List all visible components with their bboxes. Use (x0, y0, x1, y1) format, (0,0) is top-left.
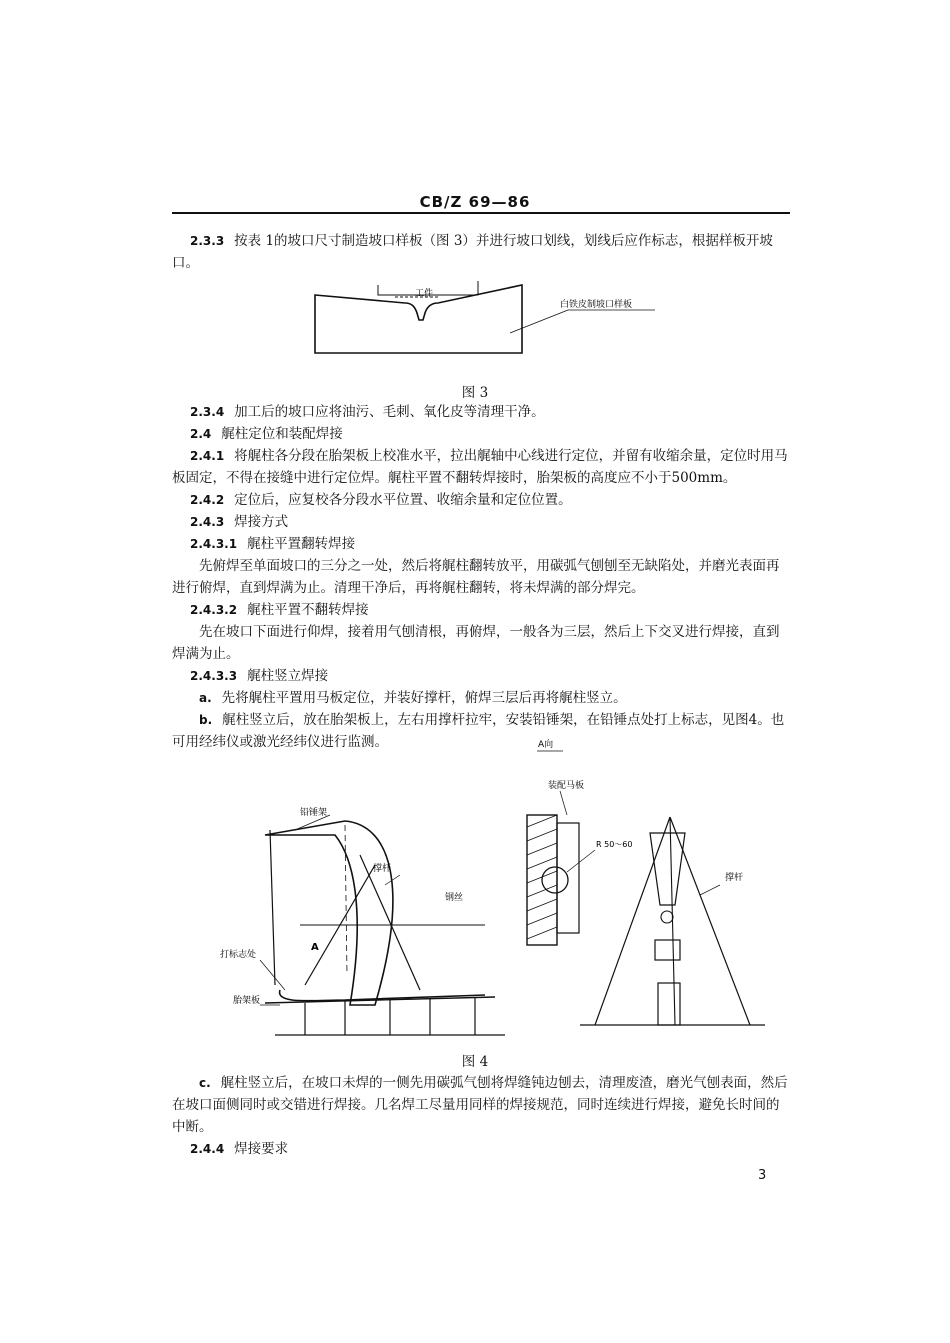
item-a (172, 687, 790, 709)
label-workpiece: 工件 (415, 289, 434, 299)
figure-4-diagram (215, 735, 785, 1040)
leader-mark (260, 960, 285, 990)
section-2-4-3-1 (172, 533, 790, 555)
header-rule (172, 212, 790, 214)
section-text: 焊接方式 (234, 514, 289, 530)
section-number: 2.4 (190, 427, 212, 441)
section-number: 2.3.3 (190, 234, 225, 248)
section-number: 2.4.3.2 (190, 603, 238, 617)
leader-strut-right (700, 885, 720, 895)
figure-4-caption: 图 4 (461, 1054, 489, 1070)
label-template: 白铁皮制坡口样板 (560, 300, 633, 310)
label-radius: R 50～60 (596, 840, 633, 849)
section-text: 焊接要求 (234, 1141, 289, 1157)
item-text: 艉柱竖立后，放在胎架板上，左右用撑杆拉牢，安装铅锤架，在铅锤点处打上标志，见图4。也可用经纬仪或激光经纬仪进行监测。 (172, 712, 785, 750)
item-label: a. (199, 691, 212, 705)
section-2-4-1 (172, 445, 790, 489)
section-text: 艉柱竖立焊接 (247, 668, 329, 684)
section-number: 2.4.2 (190, 493, 225, 507)
section-2-3-3 (172, 230, 790, 274)
document-code: CB/Z 69—86 (419, 193, 531, 211)
item-text: 先将艉柱平置用马板定位，并装好撑杆，俯焊三层后再将艉柱竖立。 (221, 690, 627, 706)
leader-fitting-plate (560, 791, 567, 815)
section-text: 艉柱平置翻转焊接 (247, 536, 356, 552)
paragraph-2-4-3-2: 先在坡口下面进行仰焊，接着用气刨清根，再俯焊，一般各为三层，然后上下交叉进行焊接，直到焊满为止。 (172, 624, 780, 662)
section-number: 2.4.1 (190, 449, 225, 463)
figure-3-caption: 图 3 (461, 385, 489, 401)
leader-radius (567, 850, 595, 872)
tripod-right-leg (670, 817, 750, 1025)
section-number: 2.3.4 (190, 405, 225, 419)
stern-post-body (265, 821, 393, 1005)
label-strut-right: 撑杆 (725, 873, 744, 883)
section-text: 将艉柱各分段在胎架板上校准水平，拉出艉轴中心线进行定位，并留有收缩余量，定位时用马板固定，不得在接缝中进行定位焊。艉柱平置不翻转焊接时，胎架板的高度应不小于500mm。 (172, 448, 788, 486)
label-a-arrow: A (311, 942, 319, 953)
strut-right (360, 855, 420, 990)
right-view (527, 738, 765, 1025)
label-wire: 钢丝 (445, 893, 464, 903)
label-fitting-plate: 装配马板 (548, 781, 585, 791)
weld-groove-circle (542, 867, 568, 893)
item-text: 艉柱竖立后，在坡口未焊的一侧先用碳弧气刨将焊缝钝边刨去，清理废渣，磨光气刨表面，然后在坡口面侧同时或交错进行焊接。几名焊工尽量用同样的焊接规范，同时连续进行焊接，避免长时间的中断。 (172, 1075, 788, 1135)
left-view (220, 806, 505, 1035)
stern-post-base (280, 990, 485, 1001)
plumb-bob-ring (661, 911, 673, 923)
item-label: b. (199, 713, 213, 727)
section-2-4-3 (172, 511, 790, 533)
label-mark: 打标志处 (220, 950, 257, 960)
plumb-frame-arm (270, 830, 275, 985)
section-text: 加工后的坡口应将油污、毛刺、氧化皮等清理干净。 (234, 404, 545, 420)
paragraph-2-4-3-1: 先俯焊至单面坡口的三分之一处，然后将艉柱翻转放平，用碳弧气刨刨至无缺陷处，并磨光表面再进行俯焊，直到焊满为止。清理干净后，再将艉柱翻转，将未焊满的部分焊完。 (172, 558, 780, 596)
figure-3-template-diagram (310, 275, 670, 365)
item-c (172, 1072, 790, 1138)
section-number: 2.4.4 (190, 1142, 225, 1156)
base-block (658, 983, 680, 1025)
section-number: 2.4.3 (190, 515, 225, 529)
section-2-4-4 (172, 1138, 790, 1160)
section-2-4 (172, 423, 790, 445)
label-view-a: A向 (538, 740, 554, 750)
plumb-bob-block (655, 940, 680, 960)
section-2-4-2 (172, 489, 790, 511)
label-jig: 胎架板 (233, 996, 261, 1006)
label-strut: 撑杆 (373, 864, 392, 874)
section-2-3-4 (172, 401, 790, 423)
section-text: 按表 1的坡口尺寸制造坡口样板（图 3）并进行坡口划线，划线后应作标志，根据样板开坡口。 (172, 233, 773, 271)
section-number: 2.4.3.3 (190, 669, 238, 683)
item-label: c. (199, 1076, 211, 1090)
section-text: 定位后，应复校各分段水平位置、收缩余量和定位位置。 (234, 492, 572, 508)
page-number: 3 (758, 1168, 767, 1183)
label-plumb-frame: 铅锤架 (300, 808, 328, 818)
section-text: 艉柱平置不翻转焊接 (247, 602, 369, 618)
section-text: 艉柱定位和装配焊接 (221, 426, 343, 442)
section-2-4-3-2 (172, 599, 790, 621)
plumb-line (345, 825, 347, 975)
template-leader-line (510, 310, 568, 333)
section-2-4-3-3 (172, 665, 790, 687)
section-number: 2.4.3.1 (190, 537, 238, 551)
